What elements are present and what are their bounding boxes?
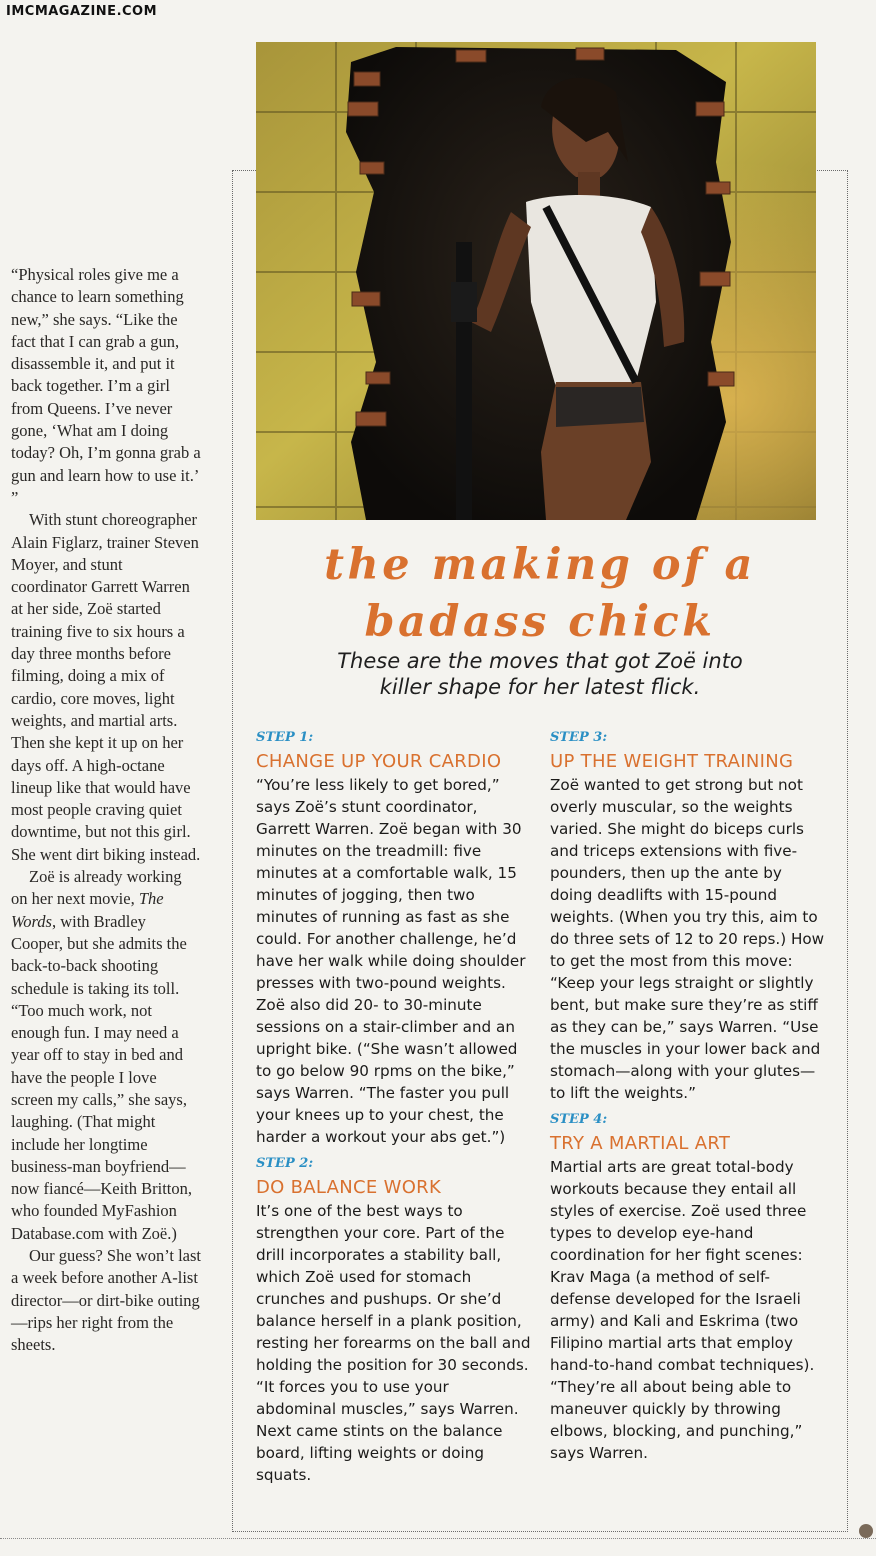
article-text: Zoë is already working on her next movie, bbox=[11, 867, 182, 909]
step-body: Martial arts are great total-body workouts because they entail all styles of exercise. Zoë used three types to develop eye-hand coordination for her fight scenes: Krav Maga (a method of self-defense developed for the Israeli army) and Kali and Eskrima (two Filipino martial arts that employ hand-to-hand combat techniques). “They’re all about being able to maneuver quickly by throwing elbows, blocking, and punching,” says Warren. bbox=[550, 1158, 815, 1462]
article-text: , with Bradley Cooper, but she admits the back-to-back shooting schedule is taking its toll. “Too much work, not enough fun. I may need a year off to stay in bed and have the people I love screen my calls,” she says, laughing. (That might include her longtime business-man boyfriend—now fiancé—Keith Britton, who founded MyFashion Database.com with Zoë.) bbox=[11, 911, 193, 1243]
steps-column-left bbox=[256, 730, 531, 1486]
site-watermark: IMCMAGAZINE.COM bbox=[6, 4, 158, 19]
step-label: STEP 2: bbox=[256, 1156, 314, 1171]
article-left-column bbox=[11, 264, 201, 1357]
page-footer-rule bbox=[0, 1538, 876, 1539]
article-paragraph: Our guess? She won’t last a week before another A-list director—or dirt-bike outing—rips her right from the sheets. bbox=[11, 1246, 202, 1355]
headline-line: the making of a bbox=[324, 540, 756, 590]
step-title: DO BALANCE WORK bbox=[256, 1177, 442, 1198]
deck-line: These are the moves that got Zoë into bbox=[337, 649, 743, 673]
step-body: “You’re less likely to get bored,” says Zoë’s stunt coordinator, Garrett Warren. Zoë began with 30 minutes on the treadmill: five minutes at a comfortable walk, 15 minutes of jogging, then two minutes of running as fast as she could. For another challenge, he’d have her walk while doing shoulder presses with two-pound weights. Zoë also did 20- to 30-minute sessions on a stair-climber and an upright bike. (“She wasn’t allowed to go below 90 rpms on the bike,” says Warren. “The faster you pull your knees up to your chest, the harder a workout your abs get.”) bbox=[256, 776, 526, 1146]
sidebar-deck bbox=[250, 648, 830, 700]
step-body: Zoë wanted to get strong but not overly muscular, so the weights varied. She might do biceps curls and triceps extensions with five-pounders, then up the ante by doing deadlifts with 15-pound weights. (When you try this, aim to do three sets of 12 to 20 reps.) How to get the most from this move: “Keep your legs straight or slightly bent, but make sure they’re as stiff as they can be,” says Warren. “Use the muscles in your lower back and stomach—along with your glutes—to lift the weights.” bbox=[550, 776, 825, 1102]
article-paragraph: “Physical roles give me a chance to learn something new,” she says. “Like the fact that I can grab a gun, disassemble it, and put it back together. I’m a girl from Queens. I’ve never gone, ‘What am I doing today? Oh, I’m gonna grab a gun and learn how to use it.’ ” bbox=[11, 265, 201, 507]
step-title: TRY A MARTIAL ART bbox=[550, 1133, 731, 1154]
steps-column-right bbox=[550, 730, 825, 1464]
sidebar-headline bbox=[250, 537, 830, 651]
feature-photo bbox=[256, 42, 816, 520]
article-paragraph: With stunt choreographer Alain Figlarz, trainer Steven Moyer, and stunt coordinator Garrett Warren at her side, Zoë started training five to six hours a day three months before filming, doing a mix of cardio, core moves, light weights, and martial arts. Then she kept it up on her days off. A high-octane lineup like that would have most people craving quiet downtime, but not this girl. She went dirt biking instead. bbox=[11, 510, 201, 864]
step-label: STEP 4: bbox=[550, 1112, 608, 1127]
step-label: STEP 1: bbox=[256, 730, 314, 745]
step-label: STEP 3: bbox=[550, 730, 608, 745]
step-title: UP THE WEIGHT TRAINING bbox=[550, 751, 794, 772]
movie-title: The Words bbox=[11, 889, 164, 931]
step-body: It’s one of the best ways to strengthen your core. Part of the drill incorporates a stability ball, which Zoë used for stomach crunches and pushups. Or she’d balance herself in a plank position, resting her forearms on the ball and holding the position for 30 seconds. “It forces you to use your abdominal muscles,” says Warren. Next came stints on the balance board, lifting weights or doing squats. bbox=[256, 1202, 531, 1484]
article-paragraph bbox=[11, 866, 201, 1245]
headline-line: badass chick bbox=[364, 597, 716, 647]
page-corner-dot bbox=[859, 1524, 873, 1538]
step-title: CHANGE UP YOUR CARDIO bbox=[256, 751, 502, 772]
deck-line: killer shape for her latest flick. bbox=[379, 675, 701, 699]
